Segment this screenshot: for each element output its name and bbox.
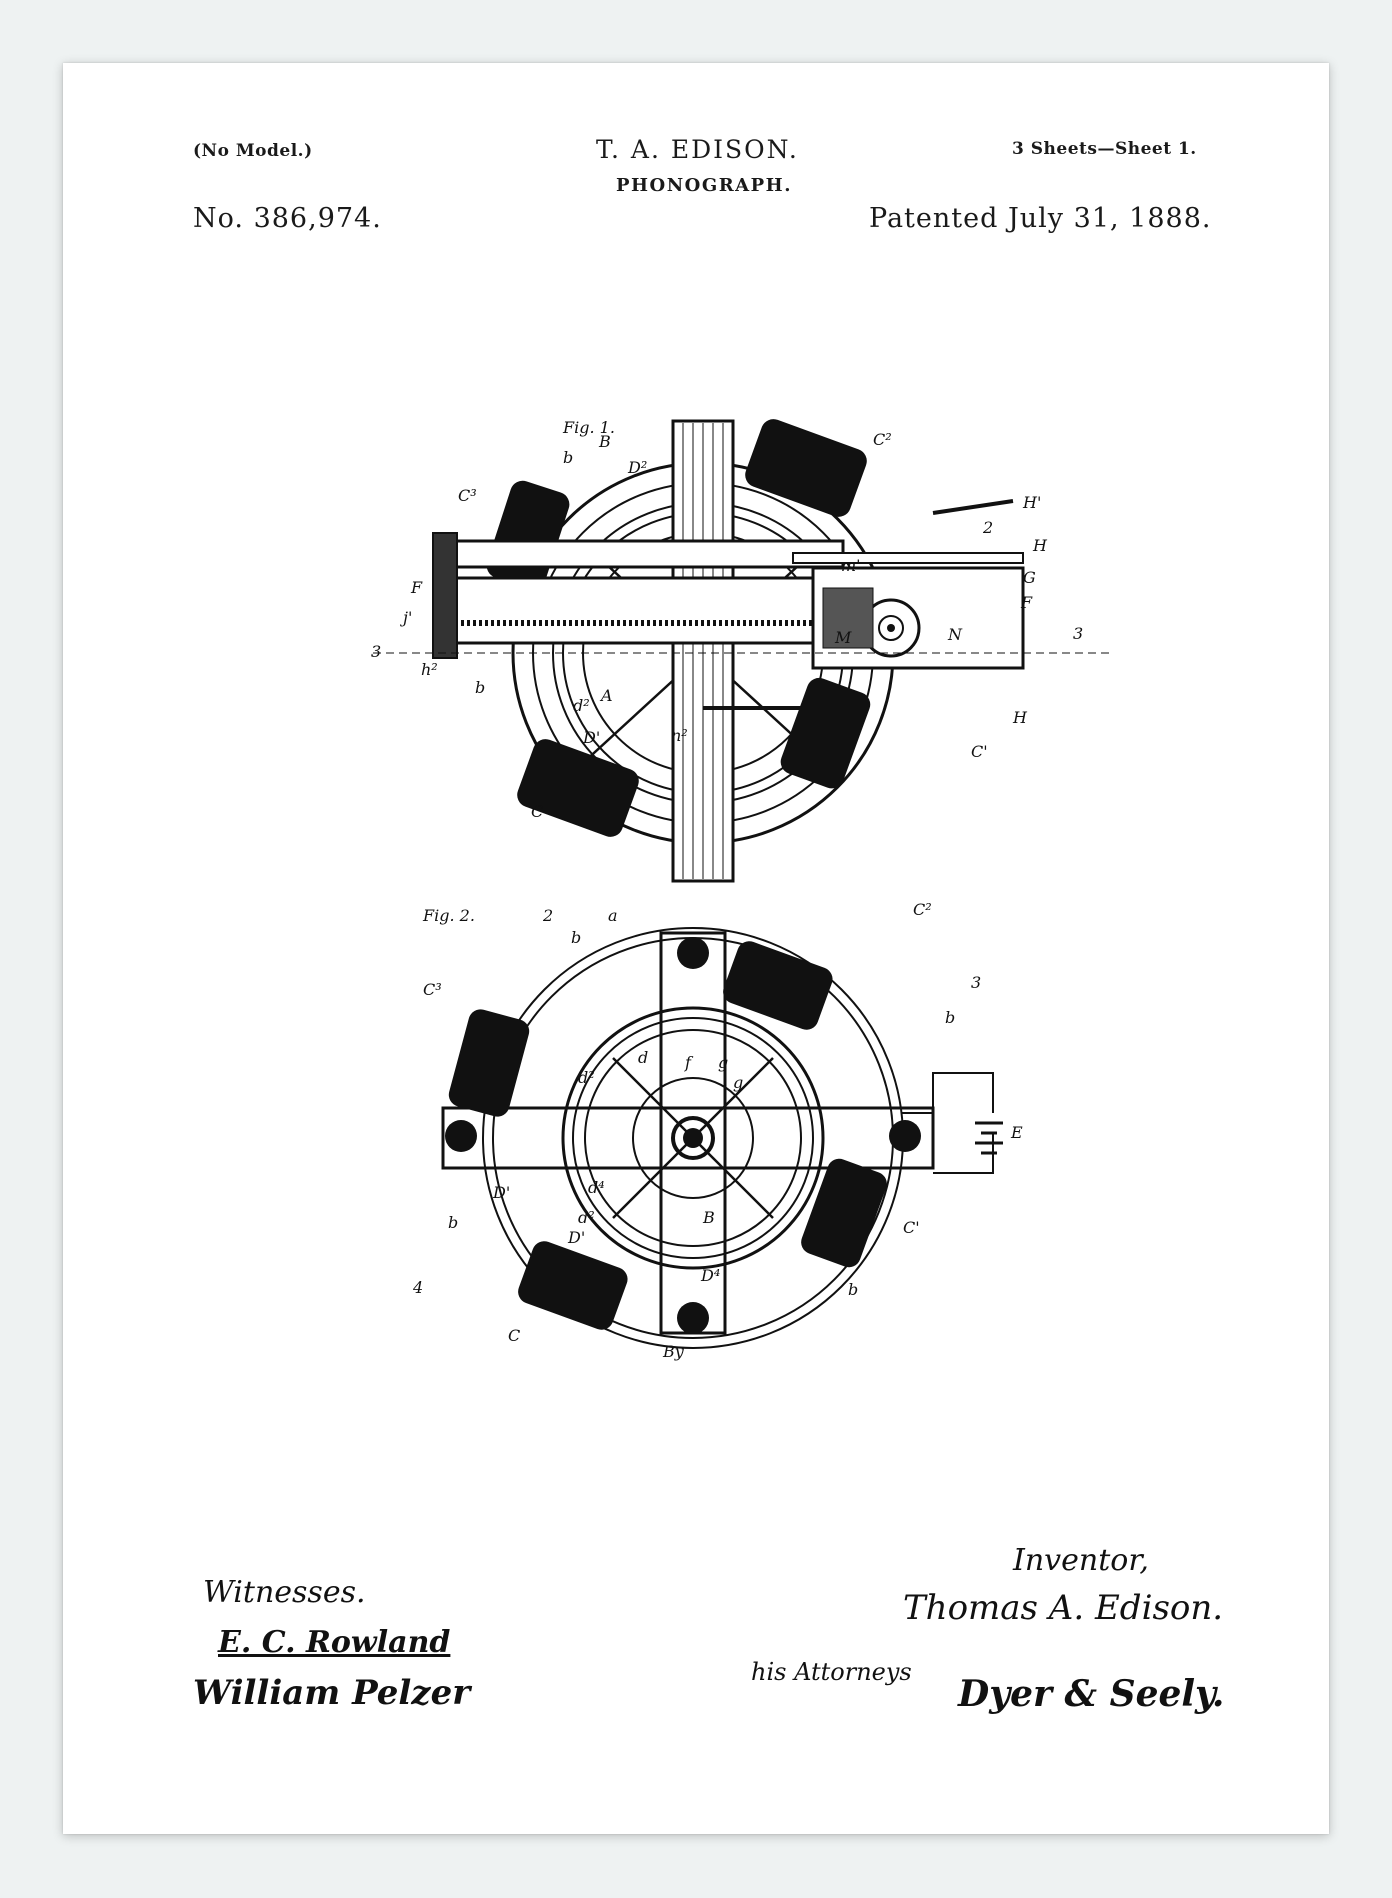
witness-signature-1: E. C. Rowland xyxy=(218,1625,451,1660)
svg-text:B: B xyxy=(599,432,611,451)
patent-date: Patented July 31, 1888. xyxy=(869,203,1212,234)
svg-text:n²: n² xyxy=(671,726,688,745)
svg-text:M: M xyxy=(835,628,852,647)
inventor-signature: Thomas A. Edison. xyxy=(903,1588,1224,1628)
inventor-name: T. A. EDISON. xyxy=(596,135,799,164)
svg-text:b: b xyxy=(563,448,574,467)
svg-text:B: B xyxy=(703,1208,715,1227)
svg-text:b: b xyxy=(571,928,582,947)
svg-text:b: b xyxy=(945,1008,956,1027)
svg-text:D': D' xyxy=(568,1228,586,1247)
svg-text:C': C' xyxy=(903,1218,920,1237)
svg-text:3: 3 xyxy=(371,642,382,661)
svg-text:C': C' xyxy=(971,742,988,761)
svg-text:By: By xyxy=(663,1342,684,1361)
svg-text:F: F xyxy=(1021,593,1033,612)
svg-text:D': D' xyxy=(493,1183,511,1202)
patent-title: PHONOGRAPH. xyxy=(616,175,792,196)
attorneys-signature: Dyer & Seely. xyxy=(958,1673,1225,1715)
svg-text:C³: C³ xyxy=(458,486,477,505)
svg-text:C²: C² xyxy=(873,430,892,449)
svg-text:D⁴: D⁴ xyxy=(701,1266,721,1285)
attorneys-label: his Attorneys xyxy=(751,1658,912,1686)
svg-text:d²: d² xyxy=(578,1208,595,1227)
svg-text:a: a xyxy=(608,906,618,925)
svg-text:H: H xyxy=(1013,708,1027,727)
figure-2-drawing xyxy=(393,900,1113,1361)
svg-text:b: b xyxy=(448,1213,459,1232)
patent-sheet xyxy=(63,63,1329,1834)
svg-text:d: d xyxy=(638,1048,649,1067)
svg-text:H: H xyxy=(1033,536,1047,555)
witness-signature-2: William Pelzer xyxy=(193,1673,471,1713)
model-note: (No Model.) xyxy=(193,141,313,161)
svg-text:C³: C³ xyxy=(423,980,442,999)
svg-text:h²: h² xyxy=(421,660,438,679)
sheet-info: 3 Sheets—Sheet 1. xyxy=(1012,139,1197,159)
svg-text:d⁴: d⁴ xyxy=(588,1178,605,1197)
figure-1-drawing xyxy=(371,418,1113,883)
svg-text:C²: C² xyxy=(913,900,932,919)
svg-text:b: b xyxy=(475,678,486,697)
witnesses-label: Witnesses. xyxy=(203,1575,366,1610)
svg-text:C: C xyxy=(508,1326,521,1345)
svg-text:G: G xyxy=(1023,568,1036,587)
svg-text:C: C xyxy=(531,802,544,821)
svg-text:4: 4 xyxy=(413,1278,424,1297)
svg-text:2: 2 xyxy=(983,518,994,537)
svg-text:D²: D² xyxy=(628,458,648,477)
svg-text:m': m' xyxy=(841,556,861,575)
svg-text:g: g xyxy=(733,1073,744,1092)
svg-text:3: 3 xyxy=(971,973,982,992)
svg-text:E: E xyxy=(1011,1123,1023,1142)
svg-text:Fig. 1.: Fig. 1. xyxy=(563,418,615,437)
svg-text:F: F xyxy=(411,578,423,597)
svg-text:g: g xyxy=(718,1053,729,1072)
svg-text:3: 3 xyxy=(1073,624,1084,643)
svg-text:j': j' xyxy=(403,608,413,627)
svg-text:2: 2 xyxy=(543,906,554,925)
svg-text:d²: d² xyxy=(573,696,590,715)
inventor-label: Inventor, xyxy=(1013,1543,1149,1578)
svg-text:f: f xyxy=(685,1053,691,1072)
svg-text:H': H' xyxy=(1023,493,1042,512)
svg-text:N: N xyxy=(948,625,962,644)
svg-text:b: b xyxy=(848,1280,859,1299)
svg-text:Fig. 2.: Fig. 2. xyxy=(423,906,475,925)
patent-number: No. 386,974. xyxy=(193,203,382,234)
svg-text:D': D' xyxy=(583,728,601,747)
svg-text:A: A xyxy=(601,686,613,705)
svg-text:d²: d² xyxy=(578,1068,595,1087)
